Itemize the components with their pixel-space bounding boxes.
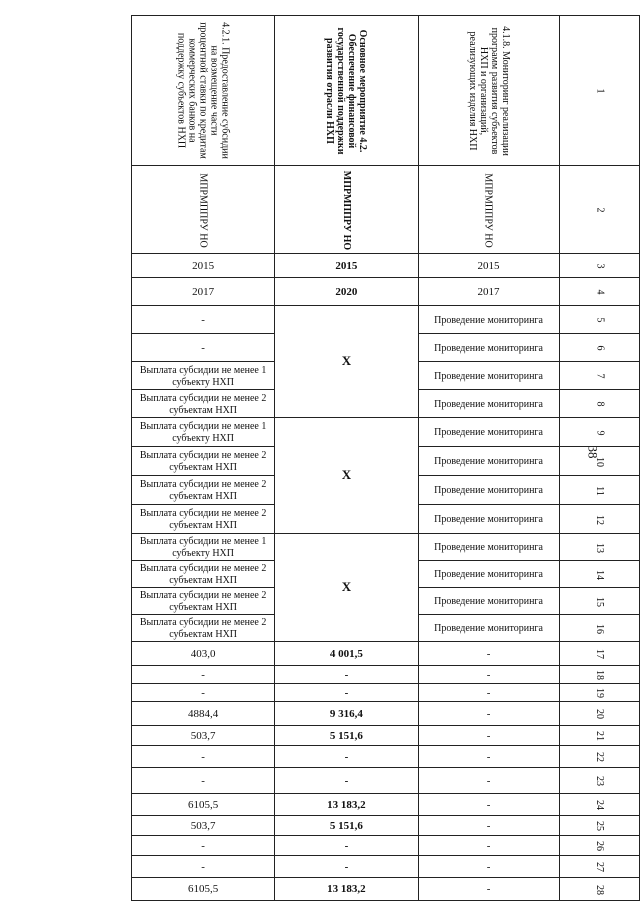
- start-cell-4-2: [275, 254, 418, 278]
- quarter-text: Выплата субсидии не менее 1 субъекту НХП: [139, 421, 267, 444]
- quarter-cell-4-2-1: [132, 561, 275, 588]
- quarter-cell-4-1-8: [418, 418, 559, 447]
- finance-cell-4-2: [275, 816, 418, 836]
- col-number: 9: [594, 430, 606, 435]
- quarter-cell-4-1-8: [418, 505, 559, 534]
- quarter-cell-4-1-8: [418, 561, 559, 588]
- quarter-cell-4-1-8: [418, 447, 559, 476]
- quarter-text: Проведение мониторинга: [434, 485, 543, 496]
- col-number-cell: [559, 334, 639, 362]
- executor-cell-4-2: [275, 166, 418, 254]
- col-number-cell: [559, 666, 639, 684]
- finance-cell-4-2: [275, 746, 418, 768]
- finance-value: -: [344, 668, 349, 681]
- name-text-4-2: Основное мероприятие 4.2. Обеспечение финансовой государственной поддержки развития отрасли НХП: [324, 27, 369, 154]
- quarter-text: Выплата субсидии не менее 2 субъектам НХП: [139, 479, 267, 502]
- col-number: 25: [594, 821, 606, 831]
- finance-value: -: [486, 883, 491, 895]
- mark-cell-group-3: [275, 534, 418, 642]
- finance-cell-4-2: [275, 684, 418, 702]
- quarter-text: Проведение мониторинга: [434, 623, 543, 634]
- executor-cell-4-2-1: [132, 166, 275, 254]
- finance-cell-4-2-1: [132, 816, 275, 836]
- col-number: 17: [594, 649, 606, 659]
- finance-cell-4-2-1: [132, 794, 275, 816]
- col-number-cell: [559, 505, 639, 534]
- finance-cell-4-2: [275, 768, 418, 794]
- quarter-cell-4-2-1: [132, 588, 275, 615]
- finance-value: 403,0: [190, 647, 216, 660]
- finance-cell-4-1-8: [418, 746, 559, 768]
- finance-value: -: [201, 668, 205, 681]
- col-number: 8: [594, 401, 606, 407]
- cross-mark: Х: [341, 579, 352, 594]
- col-number-cell: [559, 254, 639, 278]
- finance-cell-4-2-1: [132, 836, 275, 856]
- finance-cell-4-1-8: [418, 702, 559, 726]
- quarter-cell-4-1-8: [418, 534, 559, 561]
- quarter-cell-4-1-8: [418, 615, 559, 642]
- finance-value: 503,7: [190, 819, 216, 832]
- quarter-cell-4-1-8: [418, 476, 559, 505]
- quarter-text: -: [201, 341, 205, 354]
- col-number-cell: [559, 447, 639, 476]
- finance-value: -: [486, 774, 491, 787]
- quarter-cell-4-2-1: [132, 334, 275, 362]
- finance-value: 5 151,6: [329, 819, 363, 832]
- quarter-text: Проведение мониторинга: [434, 514, 543, 525]
- col-number-cell: [559, 794, 639, 816]
- col-number: 15: [594, 596, 606, 607]
- quarter-cell-4-1-8: [418, 390, 559, 418]
- plan-table: [131, 15, 640, 901]
- name-cell-4-2-1: [132, 16, 275, 166]
- col-number-cell: [559, 878, 639, 901]
- col-number-cell: [559, 856, 639, 878]
- quarter-text: Проведение мониторинга: [434, 596, 543, 607]
- finance-cell-4-2: [275, 726, 418, 746]
- col-number: 6: [594, 345, 606, 351]
- col-number: 5: [594, 317, 606, 323]
- finance-cell-4-1-8: [418, 666, 559, 684]
- start-text-4-2-1: 2015: [192, 259, 215, 272]
- end-cell-4-2: [275, 278, 418, 306]
- col-number-cell: [559, 390, 639, 418]
- quarter-text: Выплата субсидии не менее 2 субъектам НХП: [139, 450, 267, 473]
- finance-cell-4-2-1: [132, 726, 275, 746]
- finance-cell-4-2-1: [132, 746, 275, 768]
- quarter-text: Выплата субсидии не менее 2 субъектам НХП: [139, 392, 267, 416]
- cross-mark: Х: [341, 353, 352, 368]
- finance-value: -: [344, 750, 349, 763]
- finance-cell-4-2-1: [132, 642, 275, 666]
- quarter-text: Проведение мониторинга: [434, 370, 543, 382]
- quarter-text: Выплата субсидии не менее 2 субъектам НХП: [139, 590, 267, 613]
- mark-cell-group-2: [275, 418, 418, 534]
- col-number-cell: [559, 534, 639, 561]
- quarter-text: Проведение мониторинга: [434, 314, 543, 326]
- quarter-cell-4-2-1: [132, 306, 275, 334]
- col-number-cell: [559, 836, 639, 856]
- quarter-cell-4-2-1: [132, 447, 275, 476]
- quarter-cell-4-2-1: [132, 418, 275, 447]
- finance-cell-4-1-8: [418, 816, 559, 836]
- finance-value: 13 183,2: [327, 883, 366, 895]
- quarter-cell-4-1-8: [418, 334, 559, 362]
- start-text-4-1-8: 2015: [477, 259, 500, 272]
- page-number: 38: [585, 445, 601, 459]
- finance-cell-4-1-8: [418, 642, 559, 666]
- finance-value: -: [344, 686, 349, 699]
- col-number-cell: [559, 768, 639, 794]
- col-number-cell: [559, 588, 639, 615]
- col-number: 11: [594, 485, 606, 496]
- finance-value: -: [344, 860, 349, 873]
- finance-value: -: [201, 839, 205, 852]
- quarter-text: Проведение мониторинга: [434, 456, 543, 467]
- col-number: 19: [594, 688, 606, 698]
- col-number: 14: [594, 569, 606, 580]
- col-number: 20: [594, 709, 606, 719]
- finance-value: -: [201, 860, 205, 873]
- finance-value: -: [486, 686, 491, 699]
- finance-cell-4-1-8: [418, 878, 559, 901]
- col-number: 13: [594, 542, 606, 553]
- col-number: 21: [594, 731, 606, 741]
- col-number: 12: [594, 514, 606, 525]
- finance-cell-4-1-8: [418, 768, 559, 794]
- finance-cell-4-2-1: [132, 684, 275, 702]
- finance-cell-4-1-8: [418, 726, 559, 746]
- quarter-text: Выплата субсидии не менее 2 субъектам НХП: [139, 563, 267, 586]
- finance-cell-4-2-1: [132, 856, 275, 878]
- col-number-cell: [559, 642, 639, 666]
- quarter-cell-4-2-1: [132, 362, 275, 390]
- quarter-text: Проведение мониторинга: [434, 398, 543, 410]
- col-number-cell: [559, 702, 639, 726]
- col-number-cell: [559, 418, 639, 447]
- finance-cell-4-2: [275, 642, 418, 666]
- quarter-text: Выплата субсидии не менее 1 субъекту НХП: [139, 536, 267, 559]
- finance-value: -: [201, 750, 205, 763]
- finance-cell-4-2: [275, 666, 418, 684]
- finance-value: 5 151,6: [329, 729, 363, 742]
- finance-value: 13 183,2: [327, 798, 366, 811]
- col-number: 27: [594, 862, 606, 872]
- col-number: 23: [594, 776, 606, 786]
- quarter-text: Проведение мониторинга: [434, 427, 543, 438]
- finance-value: 6105,5: [188, 883, 219, 895]
- end-cell-4-1-8: [418, 278, 559, 306]
- col-number: 1: [594, 88, 606, 94]
- col-number-cell: [559, 362, 639, 390]
- name-cell-4-1-8: [418, 16, 559, 166]
- finance-value: -: [486, 750, 491, 763]
- finance-cell-4-2: [275, 856, 418, 878]
- finance-cell-4-2: [275, 794, 418, 816]
- col-number: 3: [594, 263, 606, 269]
- finance-value: -: [344, 774, 349, 787]
- finance-value: 503,7: [190, 729, 216, 742]
- executor-text-4-2: МПРМППРУ НО: [340, 170, 352, 250]
- quarter-cell-4-1-8: [418, 362, 559, 390]
- col-number: 22: [594, 752, 606, 762]
- finance-value: -: [486, 839, 491, 852]
- finance-value: -: [344, 839, 349, 852]
- end-text-4-2-1: 2017: [192, 285, 215, 298]
- quarter-text: Проведение мониторинга: [434, 569, 543, 580]
- executor-text-4-2-1: МПРМППРУ НО: [197, 172, 209, 248]
- finance-cell-4-2: [275, 836, 418, 856]
- finance-value: -: [486, 798, 491, 811]
- finance-cell-4-1-8: [418, 794, 559, 816]
- col-number-cell: [559, 166, 639, 254]
- finance-cell-4-2: [275, 878, 418, 901]
- start-text-4-2: 2015: [335, 259, 358, 272]
- mark-cell-group-1: [275, 306, 418, 418]
- col-number-cell: [559, 615, 639, 642]
- cross-mark: Х: [341, 467, 352, 482]
- finance-value: 4 001,5: [329, 647, 363, 660]
- col-number-cell: [559, 816, 639, 836]
- finance-cell-4-2: [275, 702, 418, 726]
- quarter-text: Выплата субсидии не менее 1 субъекту НХП: [139, 364, 267, 388]
- quarter-text: Проведение мониторинга: [434, 542, 543, 553]
- finance-cell-4-2-1: [132, 768, 275, 794]
- finance-value: -: [486, 819, 491, 832]
- name-text-4-1-8: 4.1.8. Мониторинг реализации программ развития субъектов НХП и организаций, реализующих изделия НХП: [466, 25, 511, 156]
- finance-value: -: [201, 686, 205, 699]
- col-number-cell: [559, 746, 639, 768]
- finance-value: -: [201, 774, 205, 787]
- finance-cell-4-1-8: [418, 684, 559, 702]
- end-cell-4-2-1: [132, 278, 275, 306]
- finance-cell-4-1-8: [418, 836, 559, 856]
- col-number-cell: [559, 278, 639, 306]
- end-text-4-1-8: 2017: [477, 285, 500, 298]
- quarter-cell-4-2-1: [132, 534, 275, 561]
- finance-value: 4884,4: [188, 707, 219, 720]
- executor-text-4-1-8: МПРМППРУ НО: [483, 172, 495, 248]
- col-number-cell: [559, 561, 639, 588]
- col-number: 10: [594, 456, 606, 467]
- quarter-text: Выплата субсидии не менее 2 субъектам НХП: [139, 508, 267, 531]
- start-cell-4-2-1: [132, 254, 275, 278]
- quarter-text: Выплата субсидии не менее 2 субъектам НХП: [139, 617, 267, 640]
- end-text-4-2: 2020: [335, 285, 358, 298]
- quarter-cell-4-2-1: [132, 476, 275, 505]
- finance-value: -: [486, 668, 491, 681]
- col-number-cell: [559, 306, 639, 334]
- col-number: 16: [594, 623, 606, 634]
- start-cell-4-1-8: [418, 254, 559, 278]
- finance-value: -: [486, 860, 491, 873]
- quarter-text: -: [201, 313, 205, 326]
- name-text-4-2-1: 4.2.1. Предоставление субсидии на возмещение части процентной ставки по кредитам коммерческих банков на поддержку субъектов НХП: [175, 22, 231, 159]
- finance-value: 9 316,4: [329, 707, 363, 720]
- quarter-cell-4-2-1: [132, 505, 275, 534]
- quarter-text: Проведение мониторинга: [434, 342, 543, 354]
- col-number-cell: [559, 684, 639, 702]
- name-cell-4-2: [275, 16, 418, 166]
- col-number: 18: [594, 670, 606, 680]
- quarter-cell-4-1-8: [418, 306, 559, 334]
- quarter-cell-4-1-8: [418, 588, 559, 615]
- executor-cell-4-1-8: [418, 166, 559, 254]
- finance-value: -: [486, 647, 491, 660]
- col-number-cell: [559, 726, 639, 746]
- col-number-cell: [559, 476, 639, 505]
- quarter-cell-4-2-1: [132, 390, 275, 418]
- col-number: 24: [594, 800, 606, 810]
- col-number: 2: [594, 207, 606, 213]
- col-number: 7: [594, 373, 606, 379]
- finance-value: 6105,5: [188, 798, 219, 811]
- finance-cell-4-2-1: [132, 878, 275, 901]
- col-number: 28: [594, 884, 606, 895]
- finance-cell-4-1-8: [418, 856, 559, 878]
- col-number: 4: [594, 289, 606, 295]
- quarter-cell-4-2-1: [132, 615, 275, 642]
- finance-value: -: [486, 707, 491, 720]
- col-number: 26: [594, 841, 606, 851]
- finance-cell-4-2-1: [132, 702, 275, 726]
- finance-cell-4-2-1: [132, 666, 275, 684]
- col-number-cell: [559, 16, 639, 166]
- finance-value: -: [486, 729, 491, 742]
